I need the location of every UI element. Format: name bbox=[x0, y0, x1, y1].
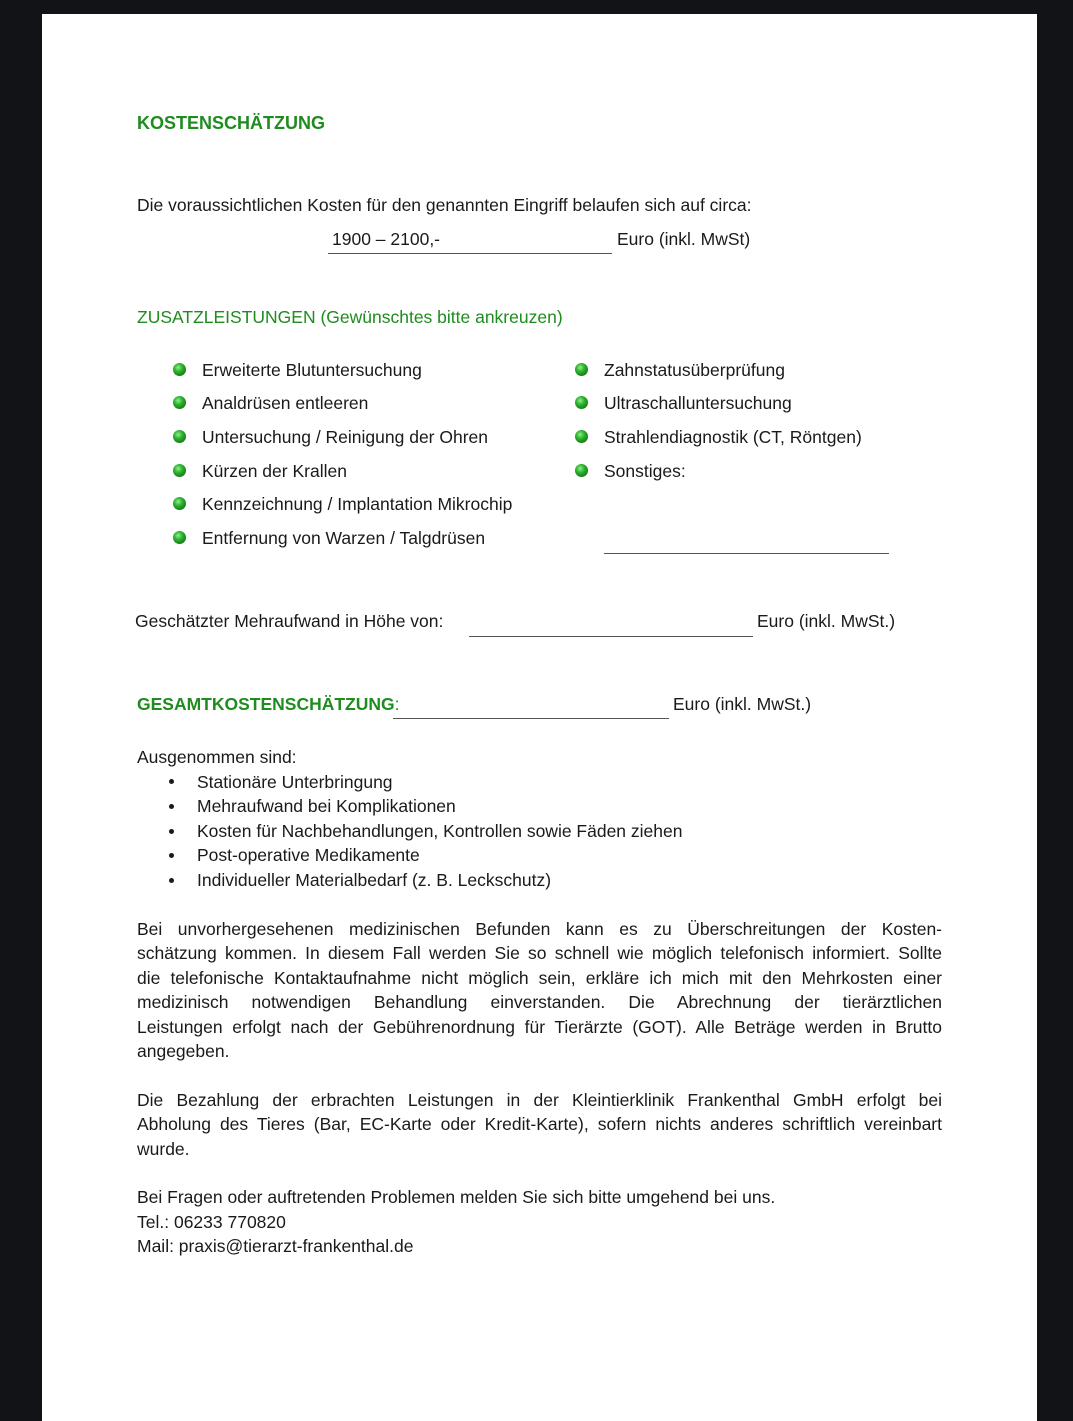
extras-item[interactable]: Ultraschalluntersuchung bbox=[604, 393, 792, 413]
extra-cost-underline bbox=[469, 636, 753, 637]
total-field[interactable] bbox=[393, 695, 669, 717]
bullet-icon bbox=[169, 804, 174, 809]
extras-item[interactable]: Kürzen der Krallen bbox=[202, 461, 347, 481]
paragraph-line: Bei unvorhergesehenen medizinischen Befunden kann es zu Überschreitungen der Kosten- bbox=[137, 919, 942, 939]
bullet-icon bbox=[169, 829, 174, 834]
other-extras-underline bbox=[604, 553, 889, 554]
exclusion-item: Individueller Materialbedarf (z. B. Leckschutz) bbox=[197, 870, 552, 890]
exclusion-item: Post-operative Medikamente bbox=[197, 845, 420, 865]
green-bullet-icon[interactable] bbox=[173, 363, 186, 376]
total-label: GESAMTKOSTENSCHÄTZUNG bbox=[137, 694, 395, 714]
green-bullet-icon[interactable] bbox=[575, 396, 588, 409]
green-bullet-icon[interactable] bbox=[575, 464, 588, 477]
total-unit: Euro (inkl. MwSt.) bbox=[673, 694, 812, 714]
exclusions-heading: Ausgenommen sind: bbox=[137, 747, 297, 767]
extras-item[interactable]: Erweiterte Blutuntersuchung bbox=[202, 360, 422, 380]
paragraph-cost-overrun bbox=[137, 917, 942, 1063]
extras-item[interactable]: Zahnstatusüberprüfung bbox=[604, 360, 785, 380]
extras-item[interactable]: Strahlendiagnostik (CT, Röntgen) bbox=[604, 427, 862, 447]
bullet-icon bbox=[169, 853, 174, 858]
exclusion-item: Mehraufwand bei Komplikationen bbox=[197, 796, 456, 816]
extras-item[interactable]: Sonstiges: bbox=[604, 461, 686, 481]
total-underline bbox=[393, 718, 669, 719]
paragraph-line: Die Bezahlung der erbrachten Leistungen in der Kleintierklinik Frankenthal GmbH erfolgt bei bbox=[137, 1090, 942, 1110]
paragraph-line: schätzung kommen. In diesem Fall werden Sie so schnell wie möglich telefonisch informiert. Sollte bbox=[137, 943, 942, 964]
extra-cost-label: Geschätzter Mehraufwand in Höhe von: bbox=[135, 611, 444, 631]
green-bullet-icon[interactable] bbox=[575, 363, 588, 376]
page-title: KOSTENSCHÄTZUNG bbox=[137, 113, 325, 133]
exclusion-item: Stationäre Unterbringung bbox=[197, 772, 393, 792]
paragraph-line: angegeben. bbox=[137, 1041, 230, 1062]
paragraph-line: medizinisch notwendigen Behandlung einverstanden. Die Abrechnung der tierärztlichen bbox=[137, 992, 942, 1013]
extras-item[interactable]: Kennzeichnung / Implantation Mikrochip bbox=[202, 494, 513, 514]
extras-item[interactable]: Analdrüsen entleeren bbox=[202, 393, 369, 413]
paragraph-payment bbox=[137, 1088, 942, 1161]
green-bullet-icon[interactable] bbox=[173, 464, 186, 477]
estimate-value-field[interactable]: 1900 – 2100,- bbox=[332, 229, 441, 249]
document-page bbox=[42, 14, 1037, 1421]
total-label-wrap bbox=[137, 693, 400, 715]
extras-heading: ZUSATZLEISTUNGEN (Gewünschtes bitte ankreuzen) bbox=[137, 307, 563, 327]
green-bullet-icon[interactable] bbox=[575, 430, 588, 443]
other-extras-field[interactable] bbox=[604, 529, 889, 551]
paragraph-line: wurde. bbox=[137, 1138, 190, 1159]
green-bullet-icon[interactable] bbox=[173, 430, 186, 443]
paragraph-line: Abholung des Tieres (Bar, EC-Karte oder Kredit-Karte), sofern nichts anderes schriftlich vereinbart bbox=[137, 1114, 942, 1135]
contact-mail[interactable]: Mail: praxis@tierarzt-frankenthal.de bbox=[137, 1236, 414, 1256]
green-bullet-icon[interactable] bbox=[173, 531, 186, 544]
extras-item[interactable]: Untersuchung / Reinigung der Ohren bbox=[202, 427, 489, 447]
paragraph-line: Leistungen erfolgt nach der Gebührenordnung für Tierärzte (GOT). Alle Beträge werden in Brutto bbox=[137, 1016, 942, 1037]
intro-text: Die voraussichtlichen Kosten für den genannten Eingriff belaufen sich auf circa: bbox=[137, 195, 752, 215]
exclusion-item: Kosten für Nachbehandlungen, Kontrollen sowie Fäden ziehen bbox=[197, 821, 683, 841]
extra-cost-unit: Euro (inkl. MwSt.) bbox=[757, 611, 896, 631]
estimate-underline bbox=[328, 253, 612, 254]
contact-text: Bei Fragen oder auftretenden Problemen melden Sie sich bitte umgehend bei uns. bbox=[137, 1187, 776, 1207]
extras-item[interactable]: Entfernung von Warzen / Talgdrüsen bbox=[202, 528, 486, 548]
green-bullet-icon[interactable] bbox=[173, 396, 186, 409]
paragraph-line: die telefonische Kontaktaufnahme nicht möglich sein, erkläre ich mich mit den Mehrkosten einer bbox=[137, 967, 942, 988]
extra-cost-field[interactable] bbox=[469, 612, 753, 634]
total-colon: : bbox=[394, 694, 400, 714]
bullet-icon bbox=[169, 779, 174, 784]
estimate-unit: Euro (inkl. MwSt) bbox=[617, 229, 751, 249]
contact-phone[interactable]: Tel.: 06233 770820 bbox=[137, 1212, 286, 1232]
green-bullet-icon[interactable] bbox=[173, 497, 186, 510]
bullet-icon bbox=[169, 878, 174, 883]
